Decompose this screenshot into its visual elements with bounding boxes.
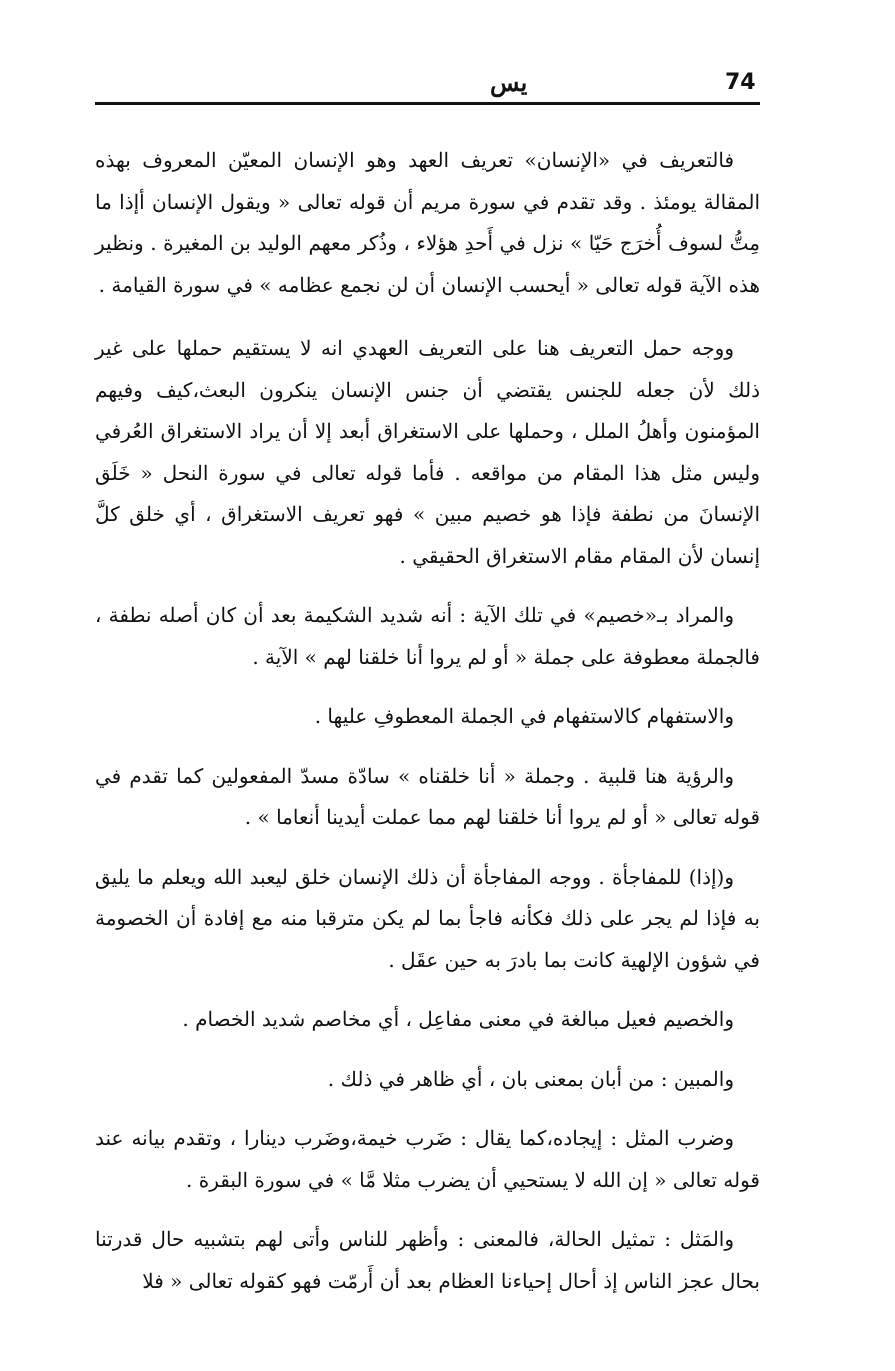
paragraph: والرؤية هنا قلبية . وجملة « أنا خلقناه » سادّة مسدّ المفعولين كما تقدم في قوله تعالى « أو لم يروا أنا خلقنا لهم مما عملت أيدينا أنعاما » . (95, 763, 760, 829)
paragraph: ووجه حمل التعريف هنا على التعريف العهدي انه لا يستقيم حملها على غير ذلك لأن جعله للجنس يقتضي أن جنس الإنسان ينكرون البعث،كيف وفيهم المؤمنون وأهلُ الملل ، وحملها على الاستغراق أبعد إلا أن يراد الاستغراق العُرفي وليس مثل هذا المقام من مواقعه . فأما قوله تعالى في سورة النحل « خَلَق الإنسانَ من نطفة فإذا هو خصيم مبين » فهو تعريف الاستغراق ، أي خلق كلَّ إنسان لأن المقام مقام الاستغراق الحقيقي . (95, 336, 760, 568)
paragraph: والخصيم فعيل مبالغة في معنى مفاعِل ، أي مخاصم شديد الخصام . (182, 1007, 734, 1031)
page-number: 74 (725, 70, 756, 95)
paragraph: فالتعريف في «الإنسان» تعريف العهد وهو الإنسان المعيّن المعروف بهذه المقالة يومئذ . وقد تقدم في سورة مريم أن قوله تعالى « ويقول الإنسان أإذا ما مِتُّ لسوف أُخرَج حَيّا » نزل في أَحدِ هؤلاء ، وذُكر معهم الوليد بن المغيرة . ونظير هذه الآية قوله تعالى « أيحسب الإنسان أن لن نجمع عظامه » في سورة القيامة . (95, 148, 760, 297)
page-body (95, 140, 760, 1320)
running-head: يس (490, 68, 528, 97)
page-header (95, 58, 760, 108)
paragraph: والمَثل : تمثيل الحالة، فالمعنى : وأظهر للناس وأتى لهم بتشبيه حال قدرتنا بحال عجز الناس إذ أحال إحياءنا العظام بعد أن أَرمّت فهو كقوله تعالى « فلا (95, 1227, 760, 1293)
header-rule (95, 102, 760, 105)
paragraph: والاستفهام كالاستفهام في الجملة المعطوفِ عليها . (314, 704, 734, 728)
paragraph: والمبين : من أبان بمعنى بان ، أي ظاهر في ذلك . (327, 1066, 734, 1091)
paragraph: و(إذا) للمفاجأة . ووجه المفاجأة أن ذلك الإنسان خلق ليعبد الله ويعلم ما يليق به فإذا لم يجر على ذلك فكأنه فاجأ بما لم يكن مترقبا منه مع إفادة أن الخصومة في شؤون الإلهية كانت بما بادرَ به حين عقَل . (95, 864, 760, 972)
paragraph: وضرب المثل : إيجاده،كما يقال : ضَرب خيمة،وضَرب دينارا ، وتقدم بيانه عند قوله تعالى « إن الله لا يستحيي أن يضرب مثلا مَّا » في سورة البقرة . (95, 1126, 760, 1192)
paragraph: والمراد بـ«خصيم» في تلك الآية : أنه شديد الشكيمة بعد أن كان أصله نطفة ، فالجملة معطوفة على جملة « أو لم يروا أنا خلقنا لهم » الآية . (95, 603, 760, 669)
